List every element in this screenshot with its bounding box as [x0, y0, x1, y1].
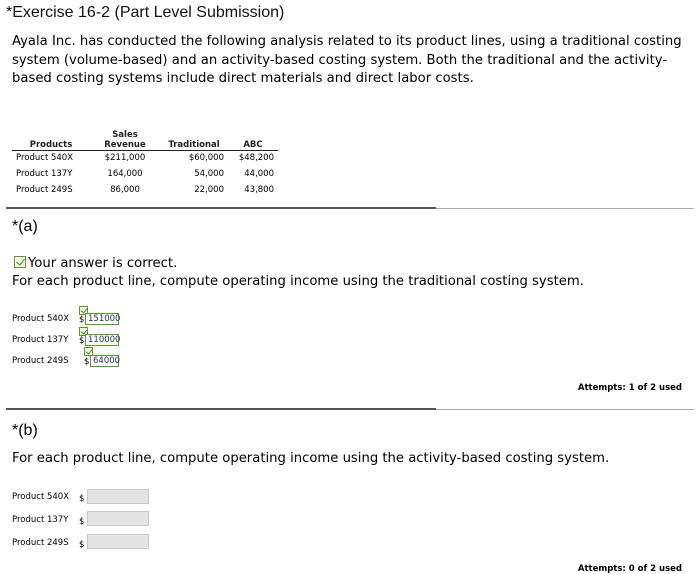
row-label: Product 249S: [12, 538, 69, 548]
abc-cell: 43,800: [244, 185, 274, 195]
abc-input-249s[interactable]: [87, 534, 149, 549]
row-label: Product 540X: [12, 314, 70, 324]
sales-cell: $211,000: [104, 153, 146, 164]
col-abc: ABC: [228, 122, 278, 150]
correct-status: [14, 256, 177, 271]
check-icon: [14, 256, 26, 268]
row-label: Product 249S: [12, 356, 69, 366]
table-row: [12, 166, 278, 182]
answer-input-137y[interactable]: 110000: [85, 334, 119, 346]
traditional-cell: 54,000: [194, 169, 224, 179]
traditional-cell: 22,000: [194, 185, 224, 195]
section-divider: [6, 207, 436, 209]
total-costs-header: Total Costs: [160, 105, 278, 122]
currency-symbol: $: [79, 494, 85, 504]
table-header-bar: [90, 105, 160, 122]
traditional-cell: $60,000: [188, 153, 224, 164]
table-row: [12, 150, 278, 166]
abc-cell: $48,200: [238, 153, 274, 164]
col-traditional: Traditional: [160, 122, 228, 150]
row-label: Product 137Y: [12, 335, 69, 345]
abc-input-540x[interactable]: [87, 489, 149, 504]
currency-symbol: $: [79, 315, 85, 325]
part-b-attempts: Attempts: 0 of 2 used: [577, 564, 682, 574]
row-label: Product 137Y: [12, 515, 69, 525]
currency-symbol: $: [79, 540, 85, 550]
table-row: [12, 182, 278, 198]
abc-cell: 44,000: [244, 169, 274, 179]
col-sales-revenue: Sales Revenue: [90, 122, 160, 150]
section-divider: [436, 409, 694, 410]
currency-symbol: $: [79, 336, 85, 346]
part-a-attempts: Attempts: 1 of 2 used: [577, 383, 682, 393]
section-divider: [6, 408, 436, 410]
exercise-intro: Ayala Inc. has conducted the following analysis related to its product lines, using a traditional costing system (volume-based) and an activity-based costing system. Both the traditional and the activity-based costing systems include direct materials and direct labor costs.: [12, 34, 682, 86]
sales-cell: 86,000: [110, 185, 140, 195]
part-b-title: *(b): [12, 422, 38, 439]
product-cell: Product 540X: [16, 153, 74, 164]
answer-input-540x[interactable]: 151000: [85, 313, 119, 325]
costs-table: [12, 105, 278, 198]
abc-input-137y[interactable]: [87, 511, 149, 526]
currency-symbol: $: [84, 357, 90, 367]
table-header-bar: [12, 105, 90, 122]
product-cell: Product 137Y: [16, 169, 73, 179]
section-divider: [436, 208, 694, 209]
currency-symbol: $: [79, 517, 85, 527]
part-b-instruction: For each product line, compute operating income using the activity-based costing system.: [12, 451, 610, 466]
row-label: Product 540X: [12, 492, 70, 502]
col-products: Products: [12, 122, 90, 150]
product-cell: Product 249S: [16, 185, 73, 195]
part-a-instruction: For each product line, compute operating income using the traditional costing system.: [12, 274, 584, 289]
correct-status-text: Your answer is correct.: [28, 256, 178, 271]
exercise-title: *Exercise 16-2 (Part Level Submission): [6, 4, 285, 21]
answer-input-249s[interactable]: 64000: [90, 355, 119, 367]
sales-cell: 164,000: [107, 169, 143, 179]
part-a-title: *(a): [12, 218, 38, 235]
